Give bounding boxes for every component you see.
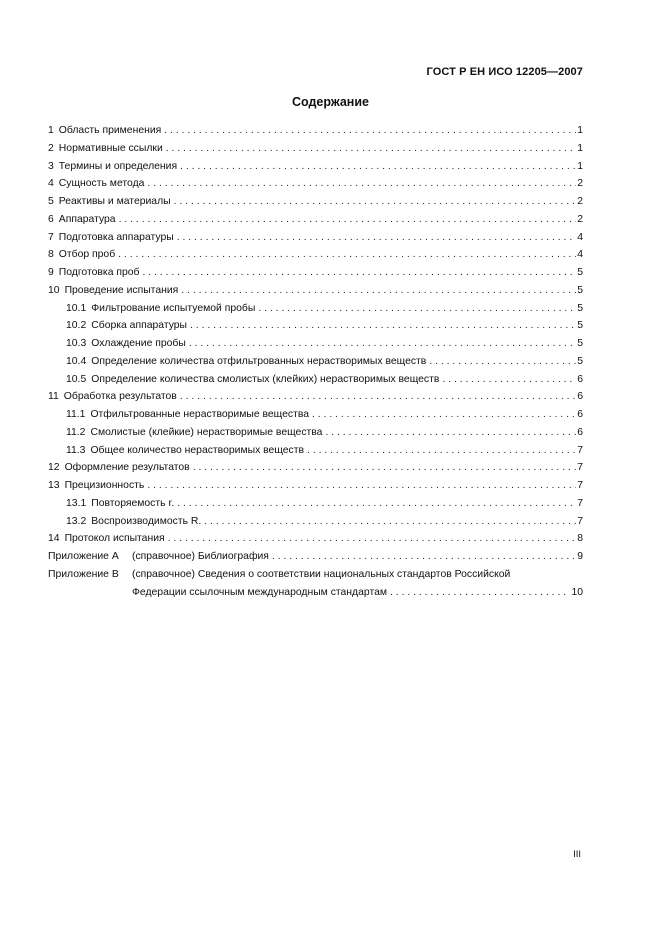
toc-entry-page: 7 [577,480,583,491]
toc-entry-number: 3 [48,160,54,172]
toc-entry-10-4[interactable] [48,353,583,371]
toc-entry-page: 7 [577,444,583,456]
toc-entry-label: Общее количество нерастворимых веществ [90,444,305,456]
toc-entry-number: 10 [48,284,60,296]
toc-entry-page: 10 [571,586,583,598]
toc-entry-label: Нормативные ссылки [58,142,163,154]
toc-entry-annex-b[interactable] [48,566,583,602]
toc-entry-13-1[interactable] [48,495,583,513]
toc-entry-10-5[interactable] [48,371,583,389]
toc-entry-label: Область применения [58,125,162,136]
dot-leader [177,229,577,247]
toc-entry-label: Прецизионность [64,480,145,491]
toc-entry-label: Отфильтрованные нерастворимые вещества [90,409,310,420]
dot-leader [307,442,576,460]
dot-leader [168,530,577,548]
toc-entry-number: 10.2 [66,320,87,332]
toc-entry-label: Сборка аппаратуры [91,320,188,332]
annex-prefix: Приложение В [48,568,119,580]
toc-entry-8[interactable] [48,246,583,264]
dot-leader [177,495,576,513]
toc-entry-label: Аппаратура [58,213,116,225]
dot-leader [118,246,576,264]
toc-entry-number: 11.3 [66,444,86,456]
toc-entry-label: Реактивы и материалы [58,196,171,207]
toc-entry-number: 14 [48,533,60,545]
toc-entry-page: 7 [577,515,583,527]
toc-entry-number: 11.1 [66,409,86,420]
toc-entry-number: 6 [48,213,54,225]
toc-entry-page: 5 [577,355,583,367]
dot-leader [204,513,576,531]
toc-entry-page: 4 [577,231,583,243]
page-title: Содержание [291,95,369,109]
dot-leader [147,477,576,495]
dot-leader [181,282,576,300]
toc-entry-page: 6 [577,426,583,438]
toc-entry-number: 10.3 [66,338,87,349]
toc-entry-number: 8 [48,249,54,261]
toc-entry-number: 1 [48,125,54,136]
toc-entry-label: Подготовка проб [58,267,140,278]
toc-entry-number: 10.5 [66,373,87,385]
dot-leader [429,353,576,371]
dot-leader [312,406,576,424]
toc-entry-page: 1 [577,160,583,172]
dot-leader [147,175,576,193]
toc-entry-label: Подготовка аппаратуры [58,231,174,243]
document-code: ГОСТ Р ЕН ИСО 12205—2007 [426,66,583,78]
toc-entry-label: Протокол испытания [64,533,165,545]
toc-entry-label: Воспроизводимость R. [91,515,202,527]
toc-entry-number: 13 [48,480,60,491]
dot-leader [325,424,576,442]
toc-entry-page: 5 [577,338,583,349]
toc-entry-page: 6 [577,409,583,420]
toc-entry-label: Обработка результатов [63,391,177,403]
toc-entry-2[interactable] [48,140,583,158]
toc-entry-label: Проведение испытания [64,284,179,296]
toc-entry-10-2[interactable] [48,317,583,335]
table-of-contents [48,122,583,601]
toc-entry-14[interactable] [48,530,583,548]
toc-entry-11-1[interactable] [48,406,583,424]
toc-entry-number: 13.2 [66,515,87,527]
dot-leader [193,459,577,477]
dot-leader [119,211,577,229]
toc-entry-label: Сущность метода [58,178,145,190]
toc-entry-label: Оформление результатов [64,462,190,474]
toc-entry-10-1[interactable] [48,300,583,318]
toc-entry-13[interactable] [48,477,583,495]
toc-entry-label: Отбор проб [58,249,116,261]
toc-entry-number: 9 [48,267,54,278]
toc-entry-page: 5 [577,284,583,296]
toc-entry-label: Термины и определения [58,160,178,172]
toc-entry-7[interactable] [48,229,583,247]
toc-entry-10-3[interactable] [48,335,583,353]
dot-leader [180,388,576,406]
toc-entry-number: 13.1 [66,497,87,509]
dot-leader [258,300,576,318]
toc-entry-page: 7 [577,497,583,509]
toc-entry-page: 5 [577,267,583,278]
toc-entry-label: (справочное) Библиография [132,551,269,562]
toc-entry-label: Определение количества отфильтрованных нерастворимых веществ [91,355,427,367]
dot-leader [174,193,577,211]
dot-leader [143,264,577,282]
dot-leader [190,317,576,335]
toc-entry-page: 6 [577,391,583,403]
toc-entry-label: Определение количества смолистых (клейких) нерастворимых веществ [91,373,440,385]
toc-entry-number: 7 [48,231,54,243]
dot-leader [390,584,570,602]
toc-entry-13-2[interactable] [48,513,583,531]
toc-entry-number: 10.4 [66,355,87,367]
page-number: III [573,849,581,860]
toc-entry-page: 7 [577,462,583,474]
toc-entry-10[interactable] [48,282,583,300]
toc-entry-number: 2 [48,142,54,154]
toc-entry-page: 4 [577,249,583,261]
toc-entry-5[interactable] [48,193,583,211]
toc-entry-page: 5 [577,320,583,332]
toc-entry-9[interactable] [48,264,583,282]
toc-entry-number: 4 [48,178,54,190]
annex-prefix: Приложение А [48,551,119,562]
toc-entry-number: 5 [48,196,54,207]
dot-leader [164,122,576,140]
toc-entry-page: 1 [577,142,583,154]
dot-leader [272,548,576,566]
toc-entry-page: 2 [577,213,583,225]
dot-leader [180,158,576,176]
toc-entry-page: 2 [577,196,583,207]
toc-entry-label: Смолистые (клейкие) нерастворимые вещества [90,426,323,438]
toc-entry-page: 8 [577,533,583,545]
toc-entry-page: 1 [577,125,583,136]
toc-entry-11-3[interactable] [48,442,583,460]
toc-entry-annex-a[interactable] [48,548,583,566]
toc-entry-page: 2 [577,178,583,190]
toc-entry-1[interactable] [48,122,583,140]
toc-entry-11[interactable] [48,388,583,406]
dot-leader [166,140,576,158]
toc-entry-page: 6 [577,373,583,385]
toc-entry-number: 10.1 [66,302,87,314]
toc-entry-6[interactable] [48,211,583,229]
toc-entry-label: Охлаждение пробы [91,338,186,349]
toc-entry-number: 11 [48,391,59,403]
toc-entry-4[interactable] [48,175,583,193]
toc-entry-12[interactable] [48,459,583,477]
dot-leader [442,371,576,389]
toc-entry-page: 9 [577,551,583,562]
dot-leader [189,335,576,353]
toc-entry-number: 11.2 [66,426,86,438]
toc-entry-label: (справочное) Сведения о соответствии национальных стандартов Российской [132,568,511,580]
toc-entry-number: 12 [48,462,60,474]
toc-entry-label: Фильтрование испытуемой пробы [91,302,256,314]
toc-entry-3[interactable] [48,158,583,176]
toc-entry-page: 5 [577,302,583,314]
toc-entry-11-2[interactable] [48,424,583,442]
toc-entry-label-continued: Федерации ссылочным международным стандартам [132,586,388,598]
toc-entry-label: Повторяемость r. [91,497,175,509]
